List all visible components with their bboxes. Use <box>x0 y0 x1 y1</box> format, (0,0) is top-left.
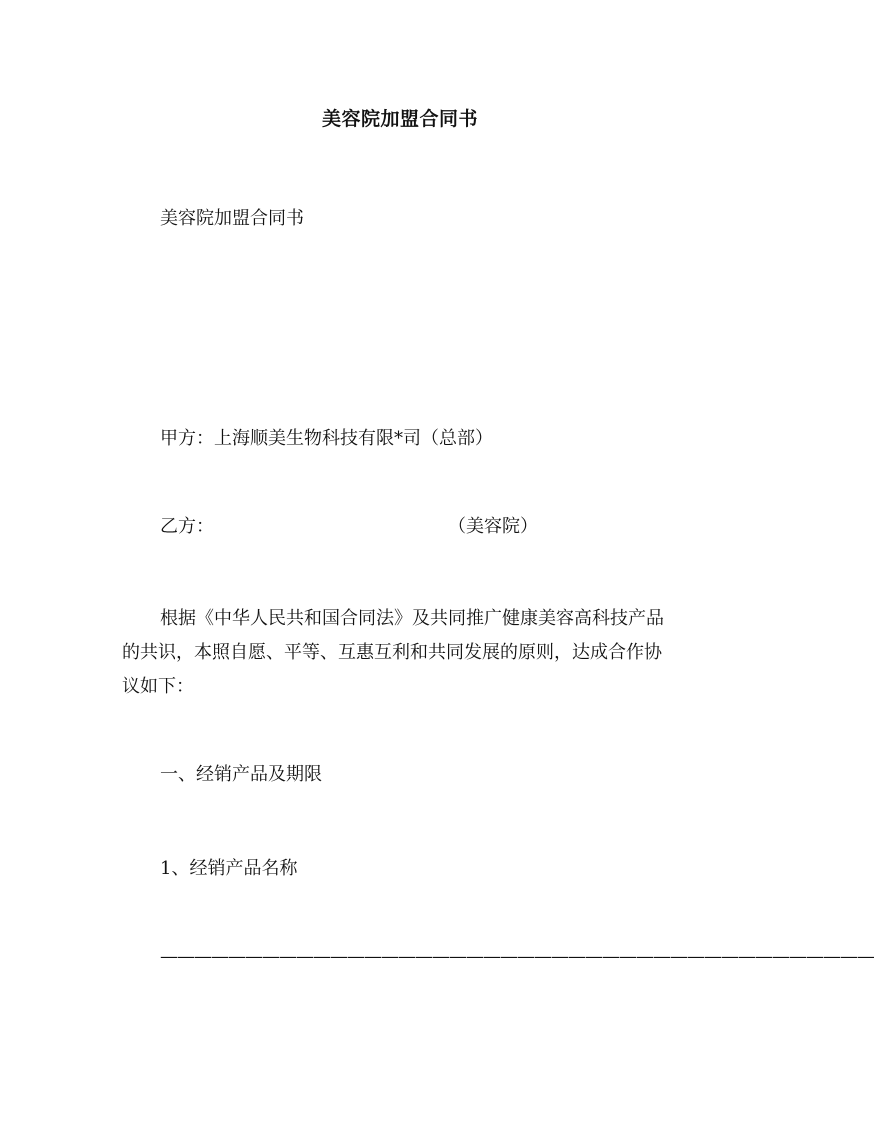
fill-in-line: —————————————————————————————————————————— <box>160 946 874 967</box>
intro-paragraph <box>122 602 682 704</box>
section-heading-1: 一、经销产品及期限 <box>160 764 322 785</box>
item-heading-1: 1、经销产品名称 <box>160 858 298 879</box>
party-b <box>122 510 720 544</box>
party-b-label: 乙方： <box>160 516 214 537</box>
document-title: 美容院加盟合同书 <box>321 108 478 130</box>
document-subtitle: 美容院加盟合同书 <box>160 208 304 229</box>
party-a: 甲方：上海顺美生物科技有限*司（总部） <box>160 428 493 449</box>
intro-line: 根据《中华人民共和国合同法》及共同推广健康美容高科技产品 <box>160 608 664 629</box>
intro-line: 议如下： <box>122 676 194 697</box>
intro-line: 的共识，本照自愿、平等、互惠互利和共同发展的原则，达成合作协 <box>122 642 662 663</box>
party-b-name: （美容院） <box>448 516 538 537</box>
